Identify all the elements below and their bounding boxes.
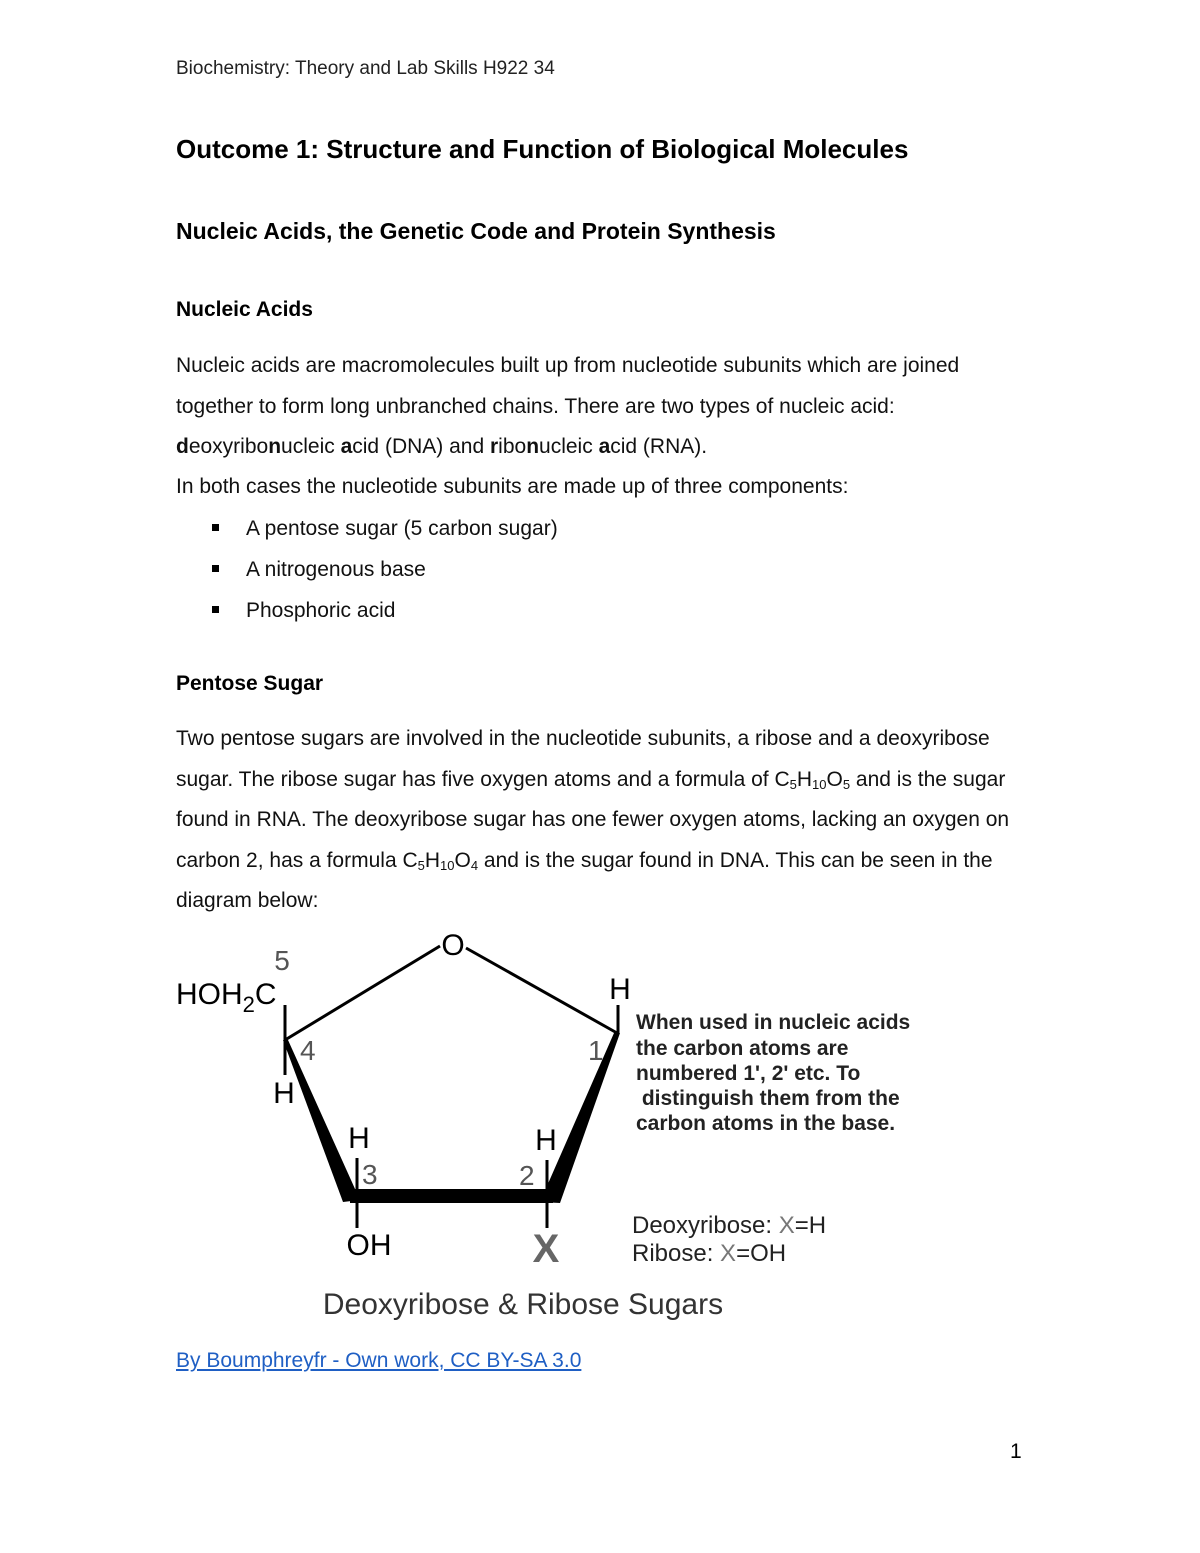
hydrogen-c4-label: H <box>273 1077 295 1110</box>
para-text: Nucleic acids are macromolecules built up from nucleotide subunits which are joined together to form long unbranched chains. There are two types of nucleic acid: <box>176 354 960 418</box>
x-substituent-label: X <box>532 1227 560 1271</box>
nucleic-acids-heading: Nucleic Acids <box>176 298 313 321</box>
section-subtitle: Nucleic Acids, the Genetic Code and Protein Synthesis <box>176 218 776 244</box>
hoh2c-part: C <box>254 978 277 1011</box>
ring-bond-c3-c2 <box>350 1189 553 1203</box>
list-item-text: A nitrogenous base <box>246 558 426 581</box>
ring-bond-c2-c1 <box>540 1033 620 1203</box>
square-bullet-icon <box>212 524 219 531</box>
formula-subscript: 5 <box>789 776 797 792</box>
para-text: cid (RNA). <box>610 435 708 458</box>
legend-value: =OH <box>736 1240 787 1267</box>
credit-link[interactable]: By Boumphreyfr - Own work, CC BY-SA 3.0 <box>176 1349 582 1372</box>
para-text: and is the sugar found in DNA. This can be seen in the diagram below: <box>176 848 993 912</box>
ring-bond-c4-o <box>285 946 440 1040</box>
list-item <box>212 590 558 631</box>
pentose-sugar-diagram <box>170 922 930 1332</box>
formula-subscript: 10 <box>812 776 827 792</box>
diagram-caption: Deoxyribose & Ribose Sugars <box>322 1288 724 1321</box>
legend-x: X <box>720 1240 737 1267</box>
para-text: ucleic <box>539 435 599 458</box>
list-item-text: Phosphoric acid <box>246 599 396 622</box>
hoh2c-label <box>176 978 277 1017</box>
formula-subscript: 5 <box>842 776 851 792</box>
para-text: Two pentose sugars are involved in the nucleotide subunits, a ribose and a deoxyribose sugar. The ribose sugar has five oxygen atoms and a formula of <box>176 727 990 791</box>
formula-part: C <box>774 767 790 791</box>
bold-letter: a <box>340 435 353 458</box>
list-item <box>212 549 558 590</box>
formula-subscript: 10 <box>440 857 455 873</box>
hydrogen-c3-label: H <box>348 1122 370 1155</box>
list-item-text: A pentose sugar (5 carbon sugar) <box>246 517 558 540</box>
para-text: ibo <box>498 435 527 458</box>
numbering-note <box>636 1011 910 1135</box>
para-text: cid (DNA) and <box>352 435 490 458</box>
components-list <box>212 508 558 631</box>
note-line: distinguish them from the <box>636 1087 900 1110</box>
ring-bond-c4-c3 <box>283 1040 360 1202</box>
hoh2c-part: HOH <box>176 978 243 1011</box>
bold-letter: d <box>176 435 189 458</box>
ring-bond-o-c1 <box>466 948 617 1033</box>
list-item <box>212 508 558 549</box>
bold-letter: a <box>598 435 611 458</box>
formula-part: O <box>826 767 843 791</box>
square-bullet-icon <box>212 606 219 613</box>
carbon-3-number: 3 <box>362 1159 378 1190</box>
page-number: 1 <box>1010 1440 1022 1463</box>
hydrogen-c1-label: H <box>609 973 631 1006</box>
note-line: When used in nucleic acids <box>636 1011 911 1034</box>
para-text: ucleic <box>281 435 341 458</box>
formula-part: H <box>796 767 813 791</box>
page-title: Outcome 1: Structure and Function of Biological Molecules <box>176 134 909 164</box>
hydrogen-c2-label: H <box>535 1124 557 1157</box>
legend-x: X <box>778 1212 795 1239</box>
carbon-2-number: 2 <box>519 1160 535 1191</box>
carbon-4-number: 4 <box>300 1035 316 1066</box>
deoxyribose-legend <box>632 1212 826 1239</box>
para-text: and is the sugar found in RNA. The deoxyribose sugar has one fewer oxygen atoms, lacking an oxygen on carbon 2, has a formula <box>176 767 1010 872</box>
running-header: Biochemistry: Theory and Lab Skills H922 34 <box>176 58 555 79</box>
note-line: numbered 1', 2' etc. To <box>636 1062 861 1085</box>
bold-letter: n <box>268 435 282 458</box>
formula-subscript: 5 <box>417 857 425 873</box>
bold-letter: r <box>489 435 499 458</box>
legend-label: Deoxyribose: <box>632 1212 779 1239</box>
hydroxyl-label: OH <box>346 1229 392 1262</box>
ribose-legend <box>632 1240 786 1267</box>
note-line: carbon atoms in the base. <box>636 1112 896 1135</box>
nucleic-acids-paragraph <box>176 346 1036 468</box>
formula-part: H <box>424 848 441 872</box>
square-bullet-icon <box>212 565 219 572</box>
components-intro: In both cases the nucleotide subunits are made up of three components: <box>176 475 849 498</box>
formula-subscript: 4 <box>470 857 479 873</box>
formula-part: O <box>454 848 471 872</box>
legend-label: Ribose: <box>632 1240 721 1267</box>
note-line: the carbon atoms are <box>636 1037 849 1060</box>
pentose-sugar-paragraph <box>176 719 1036 922</box>
formula-part: C <box>402 848 418 872</box>
carbon-1-number: 1 <box>588 1035 604 1066</box>
hoh2c-subscript: 2 <box>242 992 255 1017</box>
oxygen-label: O <box>441 929 465 962</box>
para-text: eoxyribo <box>188 435 269 458</box>
carbon-5-number: 5 <box>274 945 290 976</box>
pentose-sugar-heading: Pentose Sugar <box>176 672 324 695</box>
legend-value: =H <box>794 1212 827 1239</box>
bold-letter: n <box>526 435 540 458</box>
